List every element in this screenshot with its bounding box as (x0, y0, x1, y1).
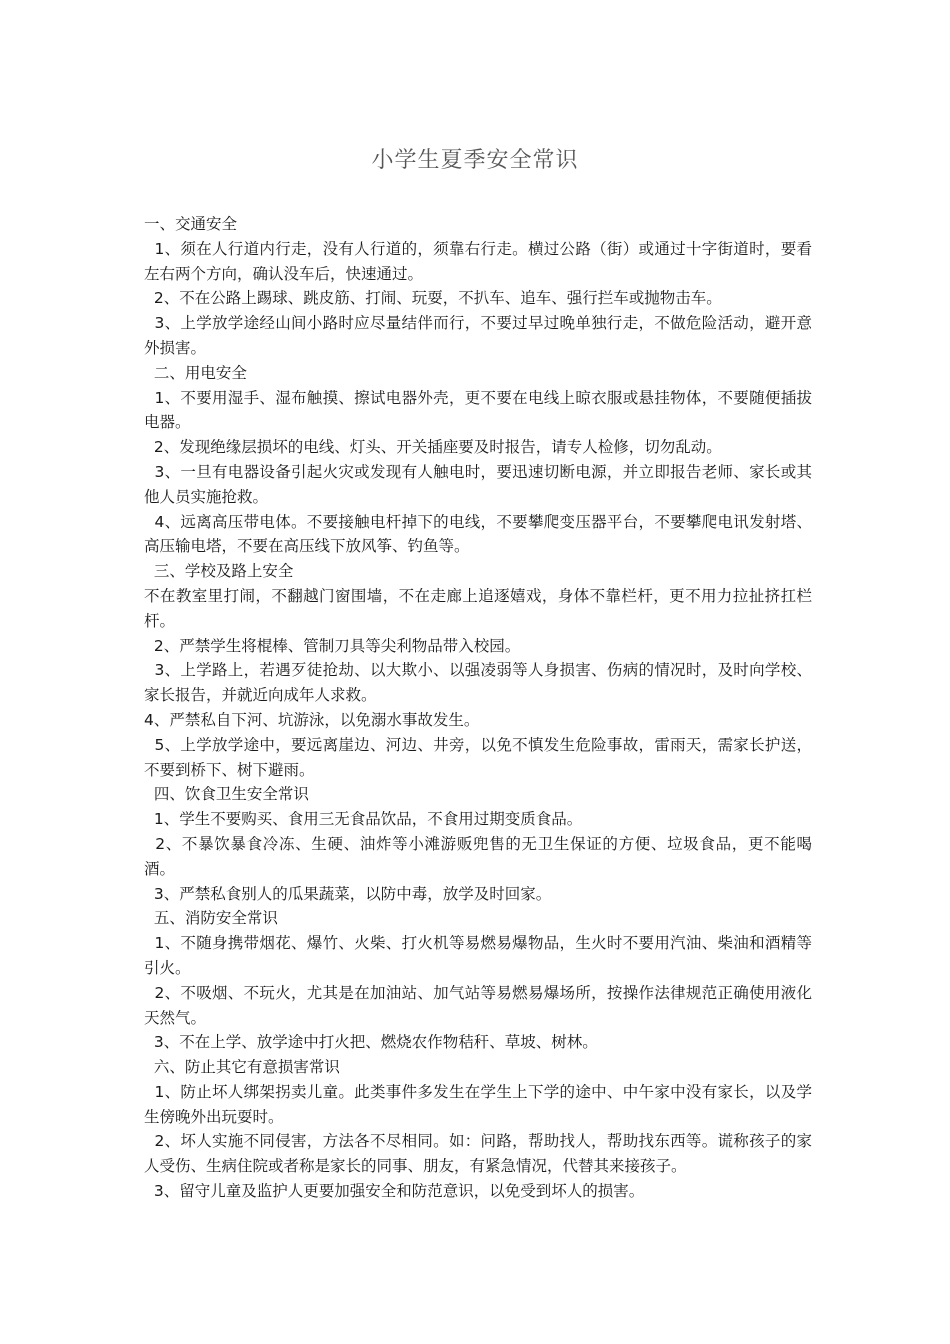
section-heading-fire: 五、消防安全常识 (144, 909, 278, 928)
paragraph: 3、留守儿童及监护人更要加强安全和防范意识，以免受到坏人的损害。 (144, 1182, 645, 1201)
paragraph: 1、防止坏人绑架拐卖儿童。此类事件多发生在学生上下学的途中、中午家中没有家长，以及学生傍晚外出玩耍时。 (144, 1082, 812, 1126)
document-body (144, 212, 812, 1204)
section-heading-school: 三、学校及路上安全 (144, 562, 294, 581)
paragraph: 1、学生不要购买、食用三无食品饮品，不食用过期变质食品。 (144, 810, 583, 829)
section-heading-food: 四、饮食卫生安全常识 (144, 785, 309, 804)
section-heading-traffic: 一、交通安全 (144, 215, 238, 233)
paragraph: 4、远离高压带电体。不要接触电杆掉下的电线，不要攀爬变压器平台，不要攀爬电讯发射塔、高压输电塔，不要在高压线下放风筝、钓鱼等。 (144, 512, 812, 556)
paragraph: 2、坏人实施不同侵害，方法各不尽相同。如：问路，帮助找人，帮助找东西等。谎称孩子的家人受伤、生病住院或者称是家长的同事、朋友，有紧急情况，代替其来接孩子。 (144, 1132, 812, 1176)
paragraph: 2、不吸烟、不玩火，尤其是在加油站、加气站等易燃易爆场所，按操作法律规范正确使用液化天然气。 (144, 983, 812, 1027)
paragraph: 1、不要用湿手、湿布触摸、擦试电器外壳，更不要在电线上晾衣服或悬挂物体，不要随便插拔电器。 (144, 388, 812, 432)
paragraph: 4、严禁私自下河、坑游泳，以免溺水事故发生。 (144, 710, 480, 729)
paragraph: 3、严禁私食别人的瓜果蔬菜，以防中毒，放学及时回家。 (144, 884, 552, 903)
paragraph: 2、严禁学生将棍棒、管制刀具等尖利物品带入校园。 (144, 636, 521, 655)
paragraph: 3、上学放学途经山间小路时应尽量结伴而行，不要过早过晚单独行走，不做危险活动，避开意外损害。 (144, 314, 812, 357)
paragraph: 3、上学路上，若遇歹徒抢劫、以大欺小、以强凌弱等人身损害、伤病的情况时，及时向学校、家长报告，并就近向成年人求救。 (144, 661, 812, 705)
document-title: 小学生夏季安全常识 (371, 148, 579, 173)
section-heading-other-harm: 六、防止其它有意损害常识 (144, 1058, 340, 1077)
paragraph: 2、发现绝缘层损坏的电线、灯头、开关插座要及时报告，请专人检修，切勿乱动。 (144, 438, 722, 457)
paragraph: 3、不在上学、放学途中打火把、燃烧农作物秸秆、草坡、树林。 (144, 1033, 598, 1052)
paragraph: 3、一旦有电器设备引起火灾或发现有人触电时，要迅速切断电源，并立即报告老师、家长或其他人员实施抢救。 (144, 462, 812, 506)
paragraph: 2、不在公路上踢球、跳皮筋、打闹、玩耍，不扒车、追车、强行拦车或抛物击车。 (144, 289, 722, 308)
paragraph: 5、上学放学途中，要远离崖边、河边、井旁，以免不慎发生危险事故，雷雨天，需家长护送，不要到桥下、树下避雨。 (144, 735, 812, 779)
paragraph: 1、须在人行道内行走，没有人行道的，须靠右行走。横过公路（街）或通过十字街道时，要看左右两个方向，确认没车后，快速通过。 (144, 239, 812, 283)
section-heading-electricity: 二、用电安全 (144, 363, 247, 382)
paragraph: 1、不随身携带烟花、爆竹、火柴、打火机等易燃易爆物品，生火时不要用汽油、柴油和酒精等引火。 (144, 934, 812, 977)
paragraph: 不在教室里打闹，不翻越门窗围墙，不在走廊上追逐嬉戏，身体不靠栏杆，更不用力拉扯挤扛栏杆。 (144, 586, 812, 630)
paragraph: 2、不暴饮暴食冷冻、生硬、油炸等小滩游贩兜售的无卫生保证的方便、垃圾食品，更不能喝酒。 (144, 834, 812, 878)
